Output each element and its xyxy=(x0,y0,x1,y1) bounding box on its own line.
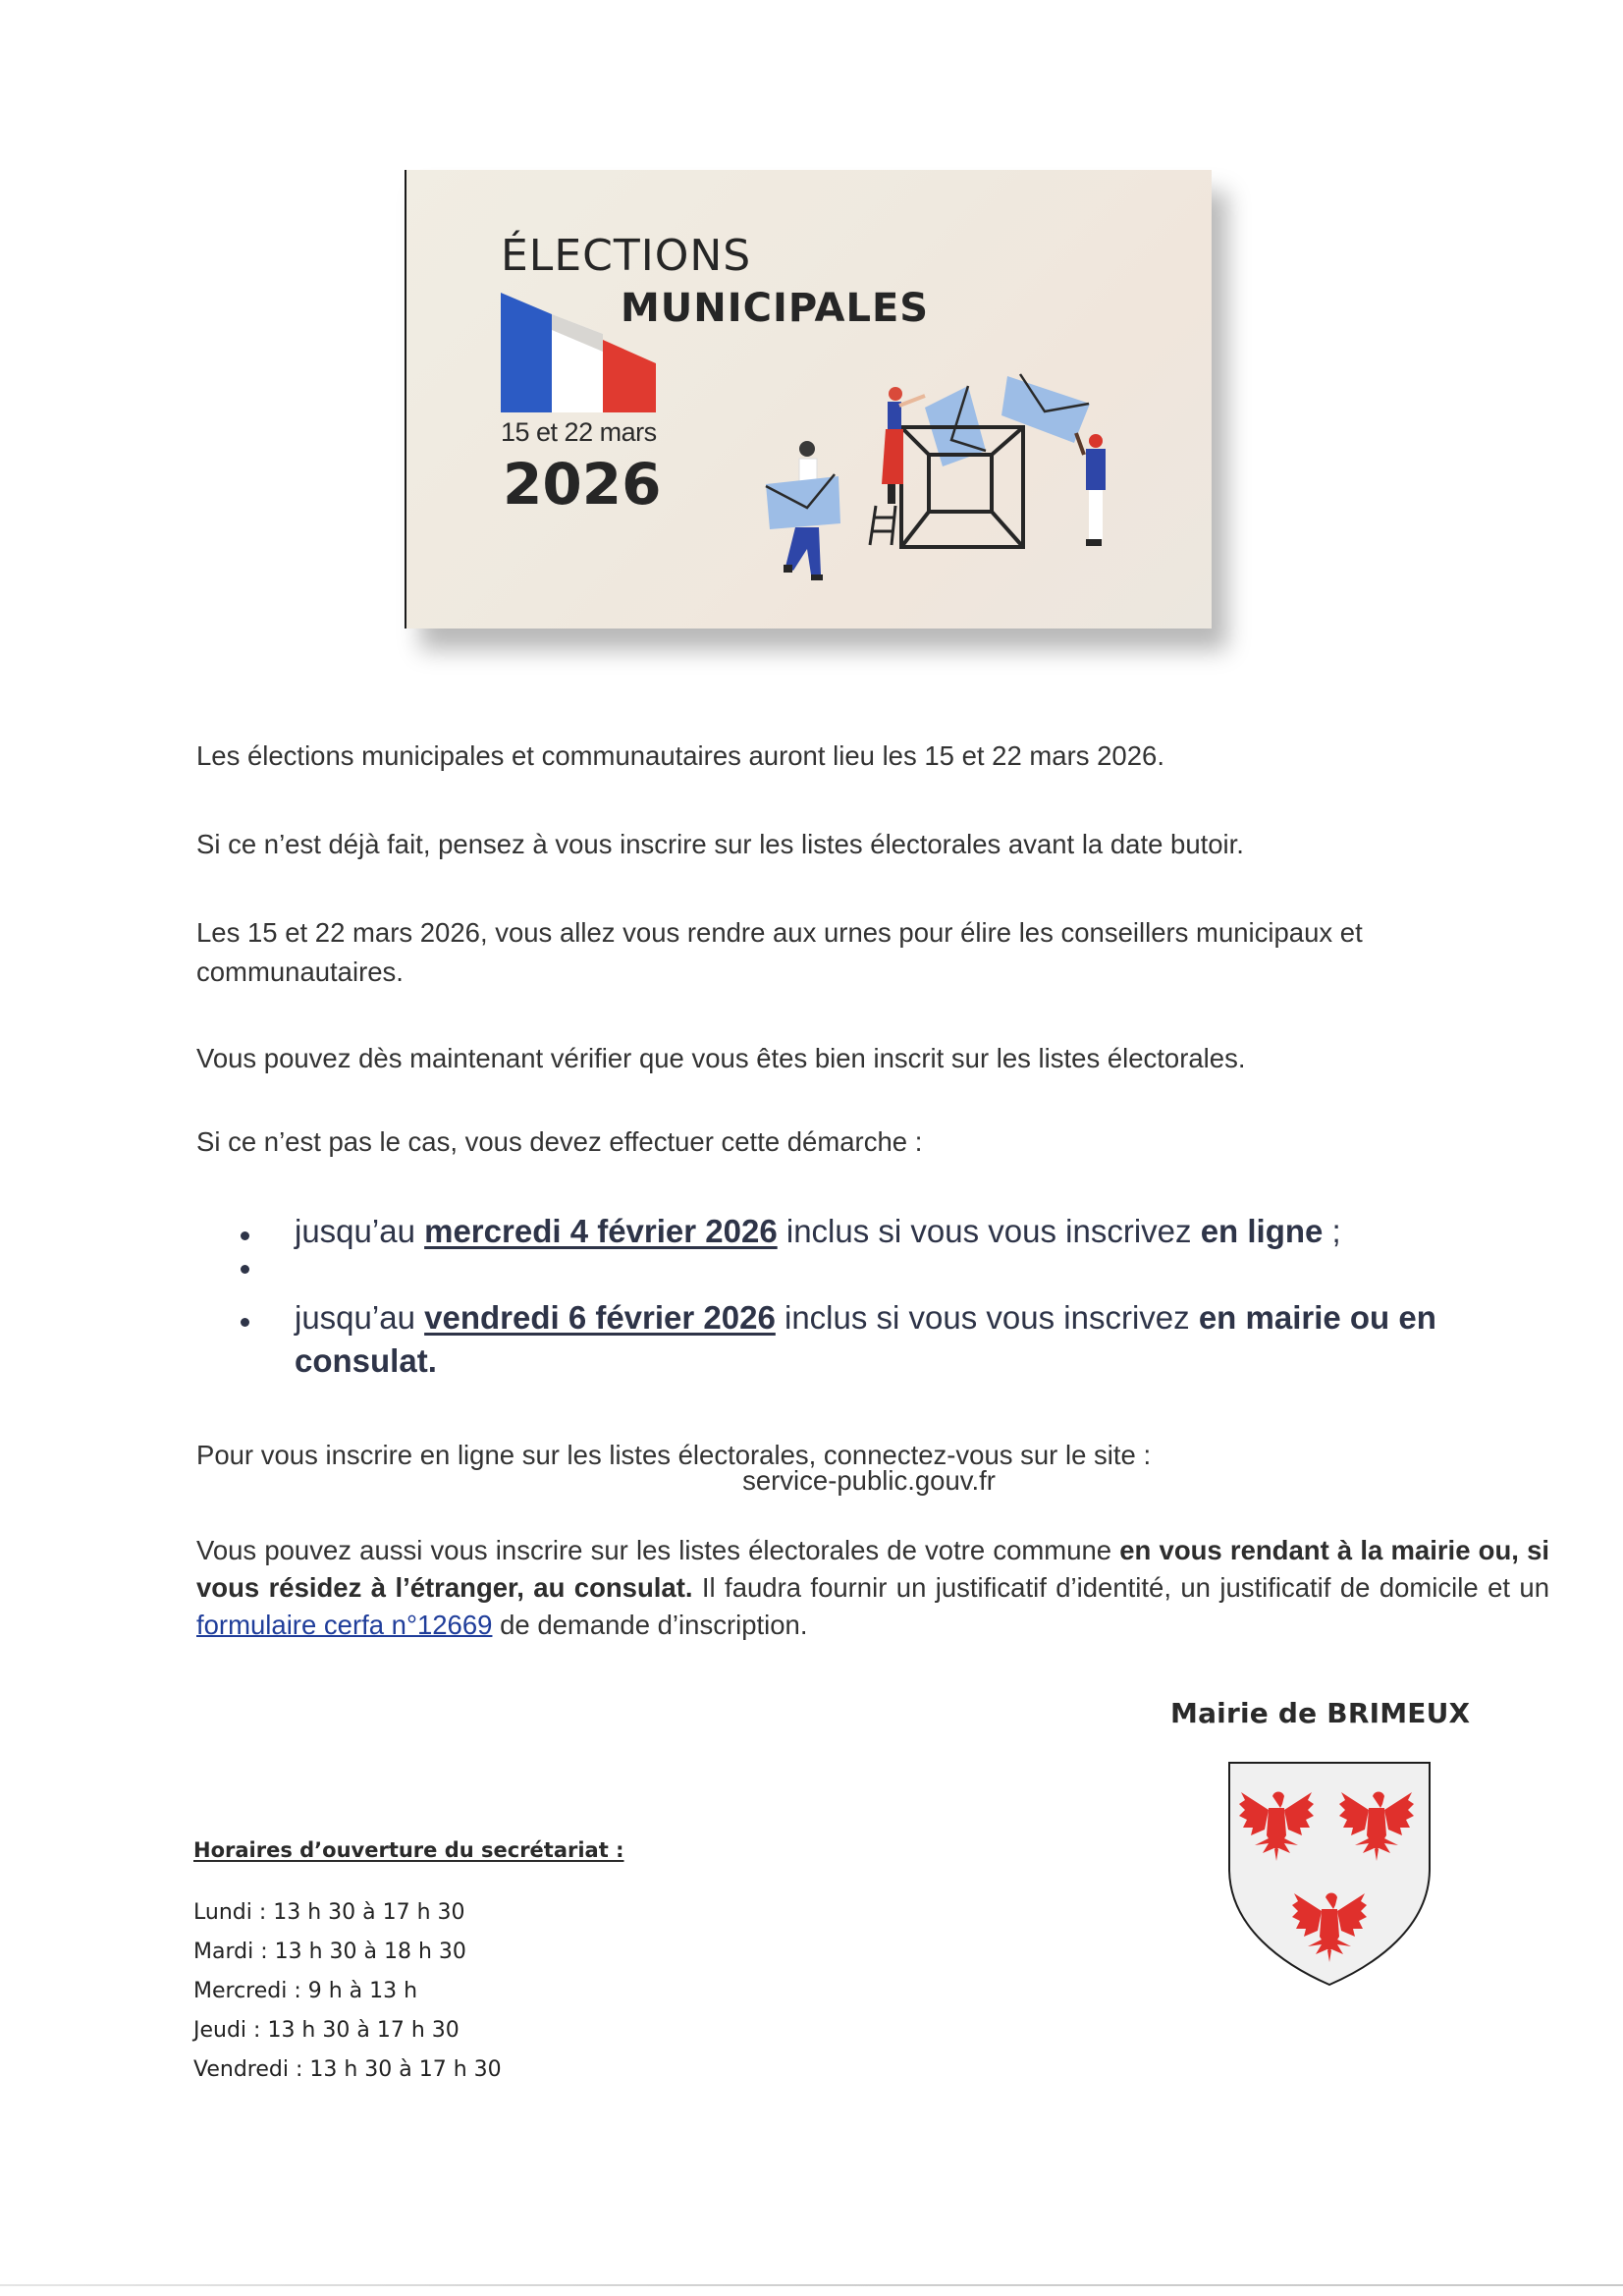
opening-hours-heading: Horaires d’ouverture du secrétariat : xyxy=(193,1838,624,1862)
bullet-icon xyxy=(241,1265,249,1274)
deadline-condition: inclus si vous vous inscrivez xyxy=(785,1213,1192,1249)
deadline-in-person-item xyxy=(241,1296,1566,1383)
intro-paragraph: Les élections municipales et communautaires auront lieu les 15 et 22 mars 2026. xyxy=(196,740,1164,771)
brimeux-coat-of-arms-icon xyxy=(1227,1761,1432,1987)
hours-thursday: Jeudi : 13 h 30 à 17 h 30 xyxy=(193,2018,460,2043)
deadline-online-item xyxy=(241,1210,1566,1253)
banner-dates: 15 et 22 mars xyxy=(501,417,657,447)
in-person-end: de demande d’inscription. xyxy=(500,1610,808,1640)
bullet-icon xyxy=(241,1231,249,1240)
deadline-suffix: . xyxy=(427,1342,437,1379)
person-catching-icon xyxy=(1076,433,1106,546)
in-person-bold: en vous rendant à la mairie ou, si vous résidez à l’étranger, au consulat. xyxy=(196,1535,1549,1603)
in-person-requirements: Il faudra fournir un justificatif d’identité, un justificatif de domicile et un xyxy=(701,1572,1549,1603)
deadline-date-in-person: vendredi 6 février 2026 xyxy=(424,1299,776,1336)
deadline-condition: inclus si vous vous inscrivez xyxy=(784,1299,1190,1336)
service-public-site: service-public.gouv.fr xyxy=(742,1465,996,1496)
verify-registration-paragraph: Vous pouvez dès maintenant vérifier que vous êtes bien inscrit sur les listes électorales. xyxy=(196,1043,1246,1073)
procedure-intro-paragraph: Si ce n’est pas le cas, vous devez effectuer cette démarche : xyxy=(196,1126,923,1157)
ballot-box-illustration xyxy=(750,347,1133,602)
hours-wednesday: Mercredi : 9 h à 13 h xyxy=(193,1979,418,2003)
flag-red-band xyxy=(603,340,656,412)
banner-title-elections: ÉLECTIONS xyxy=(501,231,752,281)
scan-edge-line xyxy=(0,2284,1623,2286)
deadline-mode-in-person: en mairie ou en consulat xyxy=(295,1299,1436,1379)
elections-banner xyxy=(405,170,1212,629)
person-woman-icon xyxy=(870,387,925,545)
flag-blue-band xyxy=(501,293,552,412)
empty-list-item xyxy=(241,1253,1566,1296)
banner-year: 2026 xyxy=(503,451,662,518)
hours-friday: Vendredi : 13 h 30 à 17 h 30 xyxy=(193,2057,502,2082)
opening-hours-list xyxy=(193,1893,502,2090)
deadline-list xyxy=(241,1210,1566,1383)
person-man-icon xyxy=(766,441,840,580)
vote-purpose-paragraph: Les 15 et 22 mars 2026, vous allez vous rendre aux urnes pour élire les conseillers municipaux et communautaires. xyxy=(196,917,1363,987)
deadline-suffix: ; xyxy=(1323,1213,1341,1249)
deadline-mode-online: en ligne xyxy=(1200,1213,1324,1249)
reminder-paragraph: Si ce n’est déjà fait, pensez à vous inscrire sur les listes électorales avant la date butoir. xyxy=(196,829,1244,859)
cerfa-form-link[interactable]: formulaire cerfa n°12669 xyxy=(196,1610,493,1640)
in-person-intro: Vous pouvez aussi vous inscrire sur les listes électorales de votre commune xyxy=(196,1535,1112,1565)
banner-title-municipales: MUNICIPALES xyxy=(621,286,930,331)
deadline-prefix: jusqu’au xyxy=(295,1213,415,1249)
hours-tuesday: Mardi : 13 h 30 à 18 h 30 xyxy=(193,1940,466,1964)
online-registration-text: Pour vous inscrire en ligne sur les listes électorales, connectez-vous sur le site : xyxy=(196,1440,1152,1470)
mairie-signature: Mairie de BRIMEUX xyxy=(1170,1697,1471,1729)
hours-monday: Lundi : 13 h 30 à 17 h 30 xyxy=(193,1900,465,1925)
deadline-prefix: jusqu’au xyxy=(295,1299,415,1336)
bullet-icon xyxy=(241,1318,249,1327)
deadline-date-online: mercredi 4 février 2026 xyxy=(424,1213,778,1249)
in-person-registration-paragraph xyxy=(196,1532,1549,1644)
